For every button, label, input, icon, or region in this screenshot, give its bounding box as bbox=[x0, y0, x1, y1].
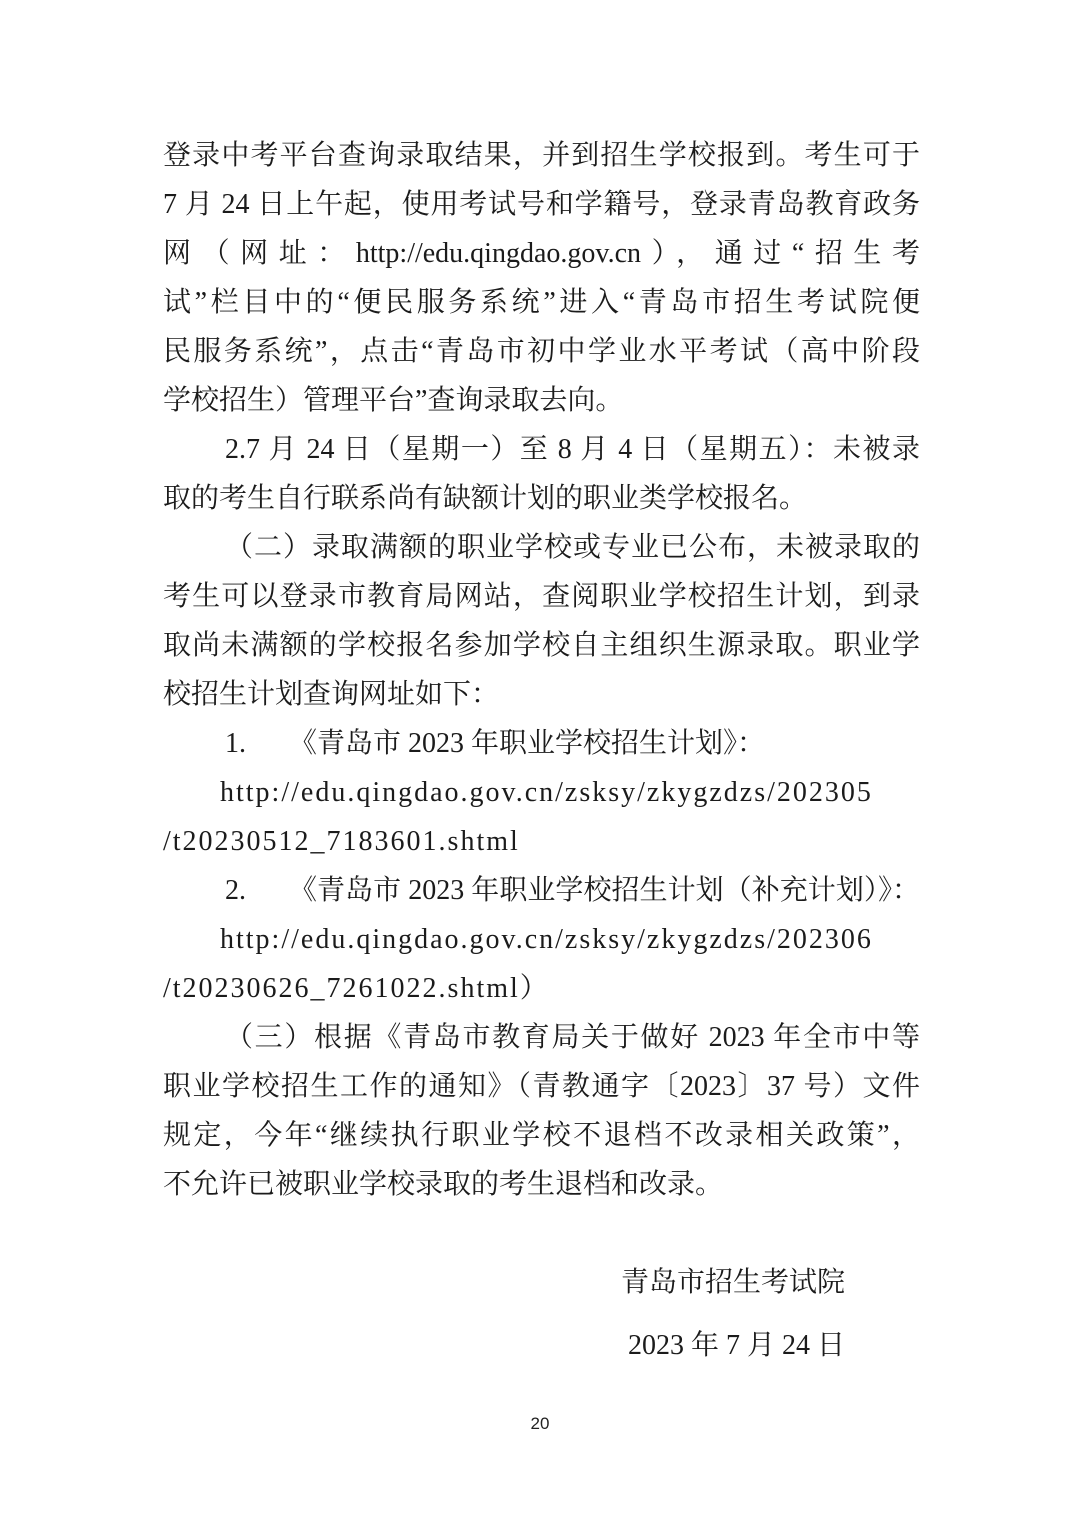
body-line-1: 登录中考平台查询录取结果，并到招生学校报到。考生可于 bbox=[163, 140, 920, 171]
body-line-7: 2.7 月 24 日（星期一）至 8 月 4 日（星期五）：未被录 bbox=[225, 434, 920, 465]
url-line-1: http://edu.qingdao.gov.cn/zsksy/zkygzdzs/202305 bbox=[220, 777, 873, 808]
list-item-title: 《青岛市 2023 年职业学校招生计划（补充计划）》： bbox=[289, 875, 920, 906]
body-line-3: 网（网址：http://edu.qingdao.gov.cn），通过“招生考 bbox=[163, 238, 920, 269]
body-line-12: 校招生计划查询网址如下： bbox=[163, 679, 500, 710]
body-line-22: 不允许已被职业学校录取的考生退档和改录。 bbox=[163, 1169, 724, 1200]
body-line-21: 规定，今年“继续执行职业学校不退档不改录相关政策”， bbox=[163, 1120, 920, 1151]
signature-organization: 青岛市招生考试院 bbox=[620, 1267, 845, 1298]
list-item-1 bbox=[163, 719, 920, 768]
page-number: 20 bbox=[530, 1414, 550, 1433]
list-item-number: 1. bbox=[225, 728, 246, 759]
url-line-3: http://edu.qingdao.gov.cn/zsksy/zkygzdzs/202306 bbox=[220, 924, 873, 955]
body-line-20: 职业学校招生工作的通知》（青教通字〔2023〕37 号）文件 bbox=[163, 1071, 920, 1102]
body-line-11: 取尚未满额的学校报名参加学校自主组织生源录取。职业学 bbox=[163, 630, 920, 661]
body-line-19: （三）根据《青岛市教育局关于做好 2023 年全市中等 bbox=[225, 1022, 920, 1053]
list-item-number: 2. bbox=[225, 875, 246, 906]
url-line-2: /t20230512_7183601.shtml bbox=[163, 826, 520, 857]
body-line-4: 试”栏目中的“便民服务系统”进入“青岛市招生考试院便 bbox=[163, 287, 920, 318]
list-item-2 bbox=[163, 866, 920, 915]
body-line-6: 学校招生）管理平台”查询录取去向。 bbox=[163, 385, 624, 416]
body-line-5: 民服务系统”，点击“青岛市初中学业水平考试（高中阶段 bbox=[163, 336, 920, 367]
body-line-9: （二）录取满额的职业学校或专业已公布，未被录取的 bbox=[225, 532, 920, 563]
url-line-4: /t20230626_7261022.shtml） bbox=[163, 973, 550, 1004]
list-item-title: 《青岛市 2023 年职业学校招生计划》： bbox=[289, 728, 766, 759]
body-line-2: 7 月 24 日上午起，使用考试号和学籍号，登录青岛教育政务 bbox=[163, 189, 920, 220]
document-body bbox=[163, 131, 920, 1370]
body-line-8: 取的考生自行联系尚有缺额计划的职业类学校报名。 bbox=[163, 483, 808, 514]
signature-date: 2023 年 7 月 24 日 bbox=[627, 1330, 845, 1361]
body-line-10: 考生可以登录市教育局网站，查阅职业学校招生计划，到录 bbox=[163, 581, 920, 612]
